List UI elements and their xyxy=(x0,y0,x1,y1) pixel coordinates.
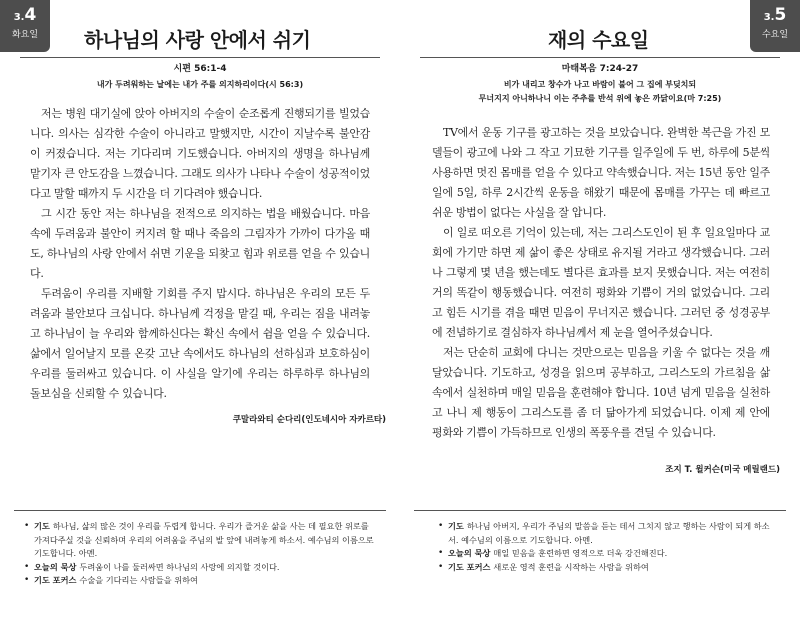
bullet-icon: • xyxy=(24,561,30,572)
paragraph: 저는 단순히 교회에 다니는 것만으로는 믿음을 키울 수 없다는 것을 깨달았습니다. 기도하고, 성경을 읽으며 공부하고, 그리스도의 가르침을 삶 속에서 실천하며 매일 믿음을 훈련해야 합니다. 10년 넘게 믿음을 실천하고 나니 제 행동이 그리스도를 좀 더 닮아가게 되었습니다. 이제 제 안에 평화와 기쁨이 가득하므로 인생의 폭풍우를 견딜 수 있습니다. xyxy=(432,346,770,439)
weekday: 화요일 xyxy=(11,30,39,40)
title-divider xyxy=(20,57,380,58)
paragraph: TV에서 운동 기구를 광고하는 것을 보았습니다. 완벽한 복근을 가진 모델들이 광고에 나와 그 작고 기묘한 기구를 일주일에 두 번, 하루에 5분씩 사용하면 멋진 몸매를 얻을 수 있다고 약속했습니다. 저는 15년 동안 일주일에 5일, 하루 2시간씩 운동을 해왔기 때문에 몸매를 가꾸는 데 빠르고 쉬운 방법이 없다는 사실을 잘 압니다. xyxy=(432,126,770,219)
prayer-focus-item: • 기도 포커스 수술을 기다리는 사람들을 위하여 xyxy=(24,574,374,588)
date: 3.5 xyxy=(763,5,787,25)
prayer-divider xyxy=(14,510,386,511)
prayer-item: • 기도 하나님 아버지, 우리가 주님의 말씀을 듣는 데서 그치지 않고 행하는 사람이 되게 하소서. 예수님의 이름으로 기도합니다. 아멘. xyxy=(438,521,770,545)
date-tab xyxy=(750,0,800,52)
paragraph: 저는 병원 대기실에 앉아 아버지의 수술이 순조롭게 진행되기를 빌었습니다. 의사는 심각한 수술이 아니라고 말했지만, 시간이 지날수록 불안감이 커졌습니다. 저는 기다리며 기도했습니다. 아버지의 생명을 하나님께 맡기자 큰 안도감을 느꼈습니다. 그래도 의사가 나타나 수술이 성공적이었다고 말할 때까지 두 시간을 더 기다려야 했습니다. xyxy=(30,107,370,200)
prayer-section-right xyxy=(438,520,778,574)
scripture-reference: 마태복음 7:24-27 xyxy=(561,64,639,74)
date-tab xyxy=(0,0,50,52)
bullet-icon: • xyxy=(438,548,444,558)
paragraph: 이 일로 떠오른 기억이 있는데, 저는 그리스도인이 된 후 일요일마다 교회에 가기만 하면 제 삶이 좋은 상태로 유지될 거라고 생각했습니다. 그러나 그렇게 몇 년을 했는데도 별다른 효과를 보지 못했습니다. 저는 여전히 거의 똑같이 행동했습니다. 여전히 평화와 기쁨이 거의 없었습니다. 그리고 힘든 시기를 겪을 때면 믿음이 무너지곤 했습니다. 그러던 중 성경공부에 전념하기로 결심하자 하나님께서 제 눈을 열어주셨습니다. xyxy=(432,226,770,339)
scripture-reference: 시편 56:1-4 xyxy=(173,64,227,74)
bullet-icon: • xyxy=(438,521,444,531)
page-title: 재의 수요일 xyxy=(548,28,649,52)
bullet-icon: • xyxy=(438,561,444,572)
weekday: 수요일 xyxy=(761,30,789,40)
devotional-body xyxy=(30,104,370,404)
key-verse xyxy=(420,78,780,106)
verse-line: 무너지지 아니하나니 이는 주추를 반석 위에 놓은 까닭이요(마 7:25) xyxy=(478,94,722,103)
key-verse: 내가 두려워하는 날에는 내가 주를 의지하리이다(시 56:3) xyxy=(96,80,304,89)
author-credit: 쿠말라와티 순다리(인도네시아 자카르타) xyxy=(232,415,386,425)
devotional-body xyxy=(432,123,770,443)
prayer-item: • 기도 하나님, 삶의 많은 것이 우리를 두렵게 합니다. 우리가 즐거운 삶을 사는 데 필요한 위로를 가져다주실 것을 신뢰하며 우리의 어려움을 주님의 발 앞에 내려놓게 하소서. 예수님의 이름으로 기도합니다. 아멘. xyxy=(24,521,374,558)
title-divider xyxy=(420,57,780,58)
meditation-item: • 오늘의 묵상 매일 믿음을 훈련하면 영적으로 더욱 강건해진다. xyxy=(438,547,778,561)
prayer-section-left xyxy=(24,520,374,588)
prayer-focus-item: • 기도 포커스 새로운 영적 훈련을 시작하는 사람을 위하여 xyxy=(438,561,778,575)
paragraph: 두려움이 우리를 지배할 기회를 주지 맙시다. 하나님은 우리의 모든 두려움과 불안보다 크십니다. 하나님께 걱정을 맡길 때, 우리는 짐을 내려놓고 하나님이 늘 우리와 함께하신다는 확신 속에서 쉼을 얻을 수 있습니다. 삶에서 일어날지 모를 온갖 고난 속에서도 하나님의 선하심과 보호하심이 우리를 둘러싸고 있습니다. 이 사실을 알기에 우리는 하루하루 하나님의 돌보심을 신뢰할 수 있습니다. xyxy=(30,287,370,400)
prayer-divider xyxy=(414,510,786,511)
page-title: 하나님의 사랑 안에서 쉬기 xyxy=(84,28,311,52)
meditation-item: • 오늘의 묵상 두려움이 나를 둘러싸면 하나님의 사랑에 의지할 것이다. xyxy=(24,561,374,575)
paragraph: 그 시간 동안 저는 하나님을 전적으로 의지하는 법을 배웠습니다. 마음속에 두려움과 불안이 커지려 할 때나 죽음의 그림자가 가까이 다가올 때도, 하나님의 사랑 안에서 쉬면 기운을 되찾고 힘과 위로를 얻을 수 있습니다. xyxy=(30,207,370,280)
verse-line: 비가 내리고 창수가 나고 바람이 불어 그 집에 부딪치되 xyxy=(503,80,697,89)
date: 3.4 xyxy=(13,5,37,25)
bullet-icon: • xyxy=(24,521,30,531)
author-credit: 조지 T. 윌커슨(미국 메릴랜드) xyxy=(665,465,780,475)
bullet-icon: • xyxy=(24,575,30,585)
